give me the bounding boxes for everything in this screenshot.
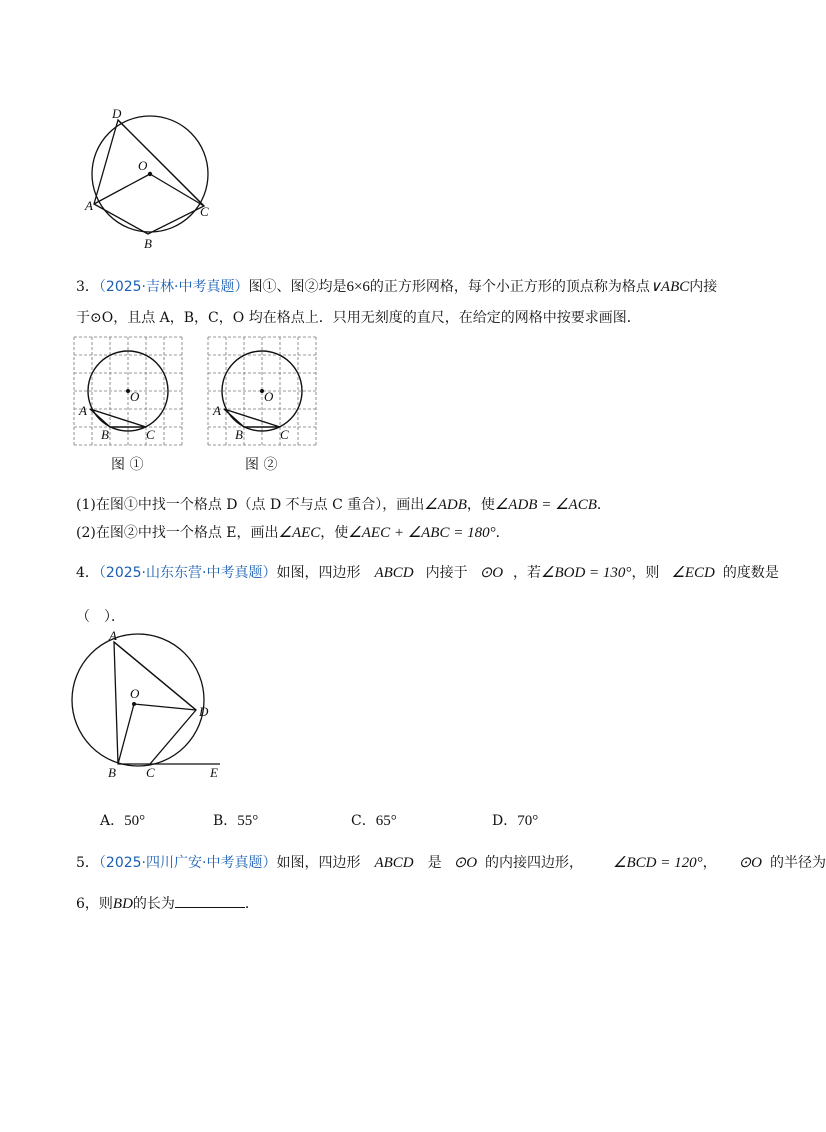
grid2-label-b: B <box>235 427 243 442</box>
q3-grid: 6×6 <box>346 279 370 295</box>
q5-number: 5． <box>76 855 99 871</box>
q4-option-d-letter: D． <box>492 813 518 829</box>
q5-line1 <box>76 852 826 872</box>
caption-fig2: 图 ② <box>245 457 278 473</box>
q4-number: 4． <box>76 565 99 581</box>
q3-part1 <box>76 494 611 514</box>
label-d: D <box>112 106 122 121</box>
figure-circle-top <box>82 106 217 251</box>
q5-line2-m: BD <box>112 896 133 912</box>
q3-part1-a: (1)在图①中找一个格点 D（点 D 不与点 C 重合），画出 <box>76 497 425 513</box>
grid1-label-b: B <box>101 427 109 442</box>
q5-line2-c: ． <box>244 896 259 912</box>
q5-line2-b: 的长为 <box>132 896 175 912</box>
q3-part1-c: ． <box>596 497 611 513</box>
grid-figure-2 <box>206 335 321 447</box>
q4-label-a: A <box>109 628 117 643</box>
grid-figure-1 <box>72 335 187 447</box>
q5-text-e: 的半径为 <box>770 855 826 871</box>
q3-part2-c: ． <box>495 525 510 541</box>
label-b: B <box>144 236 152 251</box>
q5-answer-blank[interactable] <box>175 895 245 908</box>
q3-part1-b: ，使 <box>466 497 495 513</box>
q5-text-b: 是 <box>427 855 442 871</box>
label-a: A <box>85 198 93 213</box>
q3-text-b: 的正方形网格，每个小正方形的顶点称为格点 <box>369 279 650 295</box>
q4-paren: （ ）． <box>76 609 125 625</box>
q3-number: 3． <box>76 279 99 295</box>
q3-part1-m1: ∠ADB <box>424 497 467 513</box>
q4-option-b-letter: B． <box>213 813 238 829</box>
q4-option-a-value: 50° <box>124 813 146 829</box>
q3-part2 <box>76 522 510 542</box>
q3-triangle: ∨ABC <box>649 279 690 295</box>
q5-text-d: ， <box>702 855 717 871</box>
q3-text-a: 图①、图②均是 <box>248 279 347 295</box>
q4-label-b: B <box>108 765 116 780</box>
q5-text-a: 如图，四边形 <box>276 855 361 871</box>
q4-text-e: 的度数是 <box>722 565 779 581</box>
q4-m2: ⊙O <box>479 565 504 581</box>
q4-label-c: C <box>146 765 155 780</box>
grid2-label-a: A <box>213 403 221 418</box>
q5-m1: ABCD <box>374 855 414 871</box>
q4-option-d[interactable] <box>492 810 538 830</box>
q3-source: （2025·吉林·中考真题） <box>98 279 249 295</box>
q4-option-c[interactable] <box>351 810 397 830</box>
q4-m1: ABCD <box>374 565 414 581</box>
q4-option-b-value: 55° <box>237 813 259 829</box>
q3-part2-m1: ∠AEC <box>278 525 321 541</box>
q5-m2: ⊙O <box>453 855 478 871</box>
q4-label-o: O <box>130 686 140 701</box>
q3-line2: 于⊙O，且点 A，B，C，O 均在格点上．只用无刻度的直尺，在给定的网格中按要求画图． <box>76 310 641 326</box>
q4-line1 <box>76 562 779 582</box>
q4-option-c-letter: C． <box>351 813 376 829</box>
q4-option-d-value: 70° <box>517 813 539 829</box>
q4-label-d: D <box>199 704 209 719</box>
q4-text-b: 内接于 <box>425 565 468 581</box>
q5-m3: ∠BCD = 120° <box>613 855 703 871</box>
q5-line2 <box>76 893 259 913</box>
q4-option-a[interactable] <box>100 810 145 830</box>
q4-option-c-value: 65° <box>375 813 397 829</box>
grid2-label-o: O <box>264 389 274 404</box>
q4-label-e: E <box>210 765 218 780</box>
label-o: O <box>138 158 148 173</box>
q5-m4: ⊙O <box>738 855 763 871</box>
q5-text-c: 的内接四边形， <box>485 855 584 871</box>
q4-text-a: 如图，四边形 <box>276 565 361 581</box>
q4-text-d: ，则 <box>631 565 660 581</box>
q3-part2-m2: ∠AEC + ∠ABC = 180° <box>348 525 496 541</box>
grid1-label-a: A <box>79 403 87 418</box>
q3-part1-m2: ∠ADB = ∠ACB <box>494 497 597 513</box>
q5-line2-a: 6，则 <box>76 896 113 912</box>
q3-line1 <box>76 276 717 296</box>
caption-fig1: 图 ① <box>111 457 144 473</box>
q3-text-c: 内接 <box>689 279 718 295</box>
grid1-label-c: C <box>146 427 155 442</box>
q4-text-c: ，若 <box>513 565 542 581</box>
grid1-label-o: O <box>130 389 140 404</box>
q5-source: （2025·四川广安·中考真题） <box>98 855 277 871</box>
q4-option-b[interactable] <box>213 810 258 830</box>
q4-m4: ∠ECD <box>671 565 715 581</box>
q3-part2-a: (2)在图②中找一个格点 E，画出 <box>76 525 279 541</box>
figure-q4 <box>70 628 230 780</box>
label-c: C <box>200 204 209 219</box>
q3-part2-b: ，使 <box>320 525 349 541</box>
q4-option-a-letter: A． <box>100 813 125 829</box>
q4-source: （2025·山东东营·中考真题） <box>98 565 277 581</box>
q4-m3: ∠BOD = 130° <box>541 565 632 581</box>
grid2-label-c: C <box>280 427 289 442</box>
